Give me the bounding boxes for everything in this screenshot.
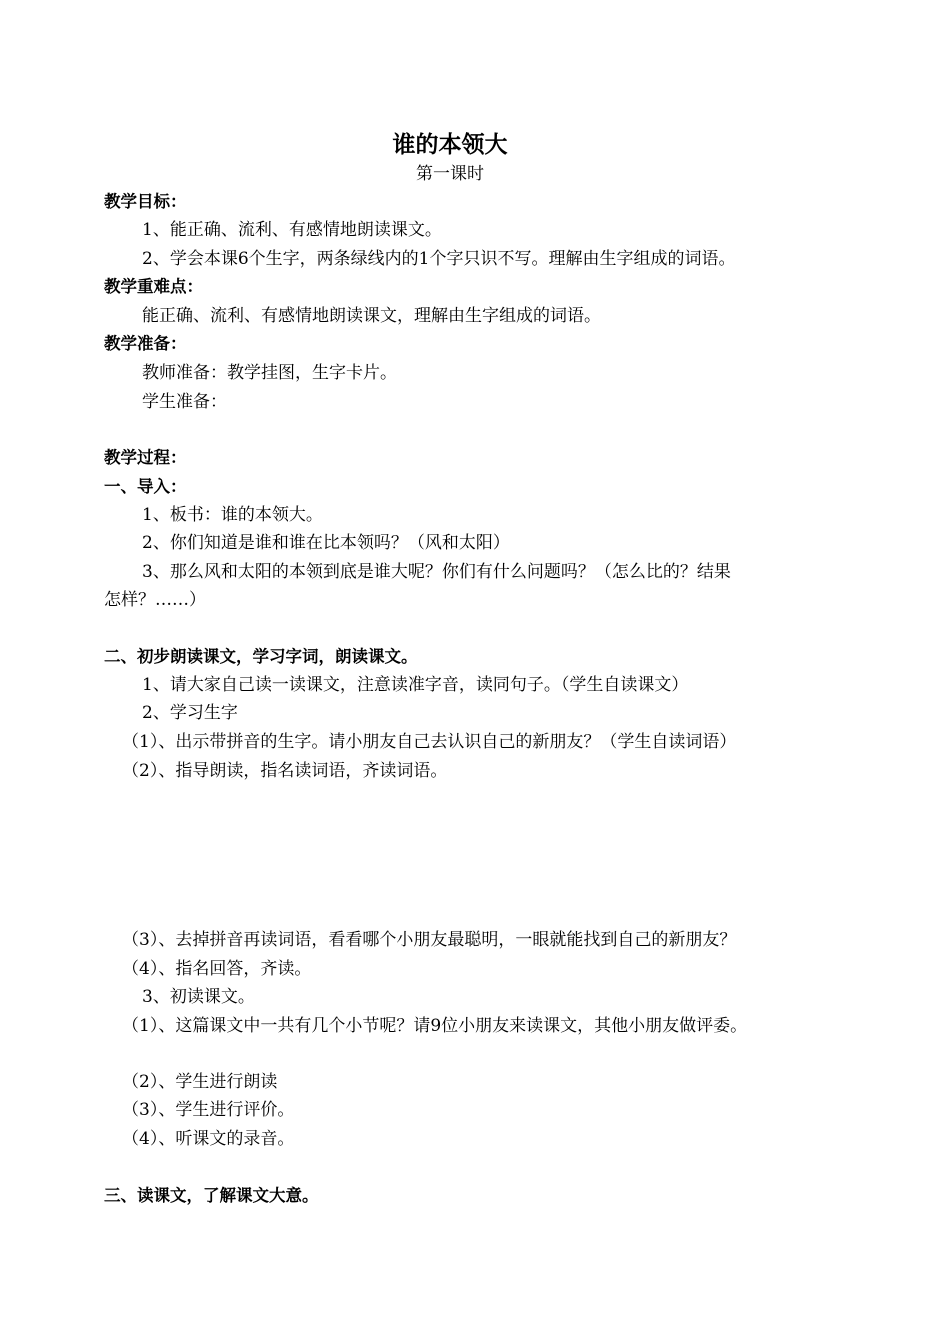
part2-heading: 二、初步朗读课文，学习字词，朗读课文。 xyxy=(104,647,418,666)
part2-item: 1、请大家自己读一读课文，注意读准字音，读同句子。（学生自读课文） xyxy=(142,675,689,695)
part1-item: 怎样？……） xyxy=(104,590,206,610)
part2-item: （4）、指名回答，齐读。 xyxy=(122,959,312,979)
part2-item: （1）、出示带拼音的生字。请小朋友自己去认识自己的新朋友？（学生自读词语） xyxy=(122,732,737,752)
part1-item: 2、你们知道是谁和谁在比本领吗？（风和太阳） xyxy=(142,533,510,553)
preparation-heading: 教学准备： xyxy=(104,334,187,353)
objective-item: 2、学会本课6个生字，两条绿线内的1个字只识不写。理解由生字组成的词语。 xyxy=(142,249,736,269)
part1-item: 3、那么风和太阳的本领到底是谁大呢？你们有什么问题吗？（怎么比的？结果 xyxy=(142,562,731,582)
part2-item: （2）、指导朗读，指名读词语，齐读词语。 xyxy=(122,761,448,781)
key-points-text: 能正确、流利、有感情地朗读课文，理解由生字组成的词语。 xyxy=(142,306,601,326)
key-points-heading: 教学重难点： xyxy=(104,277,203,296)
part3-heading: 三、读课文，了解课文大意。 xyxy=(104,1186,319,1205)
part2-item: 3、初读课文。 xyxy=(142,987,255,1007)
document-subtitle: 第一课时 xyxy=(416,164,484,184)
part2-item: （3）、去掉拼音再读词语，看看哪个小朋友最聪明，一眼就能找到自己的新朋友？ xyxy=(122,930,737,950)
part2-item: （4）、听课文的录音。 xyxy=(122,1129,295,1149)
process-heading: 教学过程： xyxy=(104,448,187,467)
teacher-preparation: 教师准备：教学挂图，生字卡片。 xyxy=(142,363,397,383)
student-preparation: 学生准备： xyxy=(142,392,227,412)
objectives-heading: 教学目标： xyxy=(104,192,187,211)
part2-item: （3）、学生进行评价。 xyxy=(122,1100,295,1120)
objective-item: 1、能正确、流利、有感情地朗读课文。 xyxy=(142,220,442,240)
part1-item: 1、板书：谁的本领大。 xyxy=(142,505,323,525)
document-title: 谁的本领大 xyxy=(392,132,508,158)
part2-item: （1）、这篇课文中一共有几个小节呢？请9位小朋友来读课文，其他小朋友做评委。 xyxy=(122,1016,748,1036)
part1-heading: 一、导入： xyxy=(104,477,187,496)
part2-item: 2、学习生字 xyxy=(142,703,238,723)
part2-item: （2）、学生进行朗读 xyxy=(122,1072,278,1092)
